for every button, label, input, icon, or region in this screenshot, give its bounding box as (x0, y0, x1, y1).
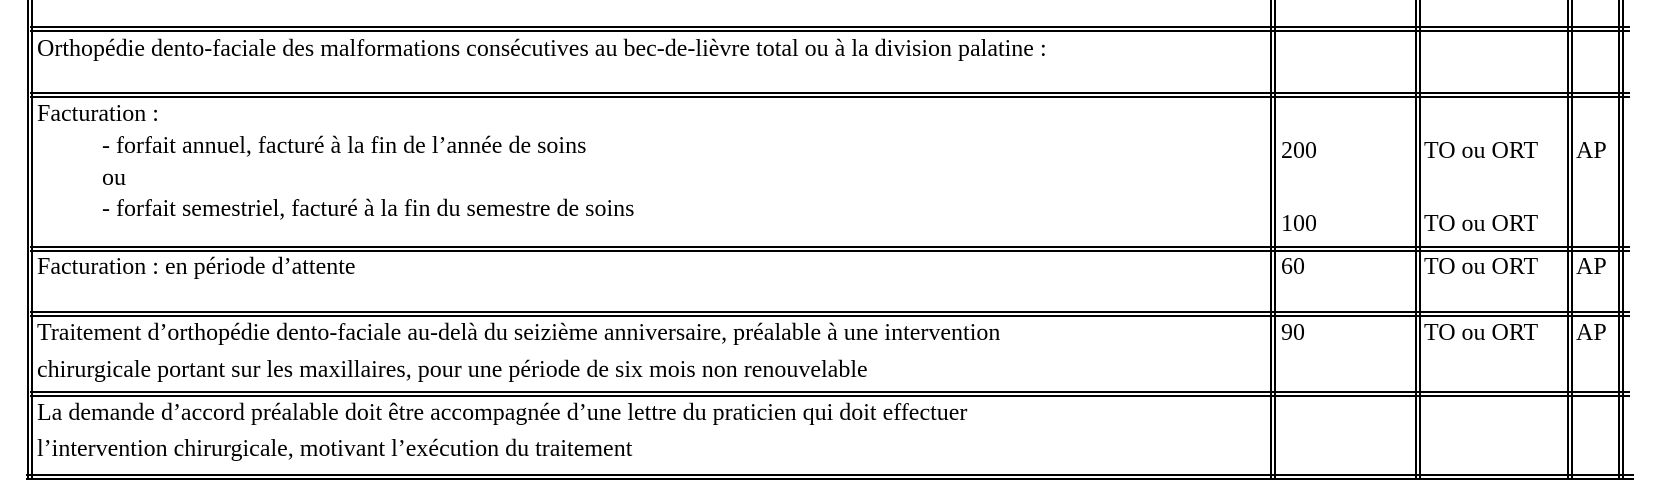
column-border (31, 0, 33, 480)
row-border (26, 478, 1634, 480)
row-border (30, 96, 1630, 98)
row-3-prior-approval: AP (1576, 254, 1607, 280)
column-border (1618, 0, 1620, 480)
column-border (1415, 0, 1417, 480)
row-border (30, 92, 1630, 94)
row-2-heading: Facturation : (37, 101, 159, 127)
column-border (1567, 0, 1569, 480)
column-border (1571, 0, 1573, 480)
row-border (30, 30, 1630, 32)
row-5-note-line-1: La demande d’accord préalable doit être accompagnée d’une lettre du praticien qui doit effectuer (37, 400, 968, 426)
row-2-letter-key-annual: TO ou ORT (1424, 138, 1539, 164)
row-4-description-line-1: Traitement d’orthopédie dento-faciale au-delà du seizième anniversaire, préalable à une intervention (37, 320, 1001, 346)
row-4-description-line-2: chirurgicale portant sur les maxillaires, pour une période de six mois non renouvelable (37, 357, 868, 383)
row-2-prior-approval: AP (1576, 138, 1607, 164)
row-border (30, 26, 1630, 28)
row-3-coefficient: 60 (1281, 254, 1305, 280)
column-border (1419, 0, 1421, 480)
row-2-option-semester: - forfait semestriel, facturé à la fin du semestre de soins (102, 196, 635, 222)
row-border (30, 246, 1630, 248)
row-2-coefficient-semester: 100 (1281, 211, 1317, 237)
row-border (30, 315, 1630, 317)
row-2-option-annual: - forfait annuel, facturé à la fin de l’année de soins (102, 133, 587, 159)
row-border (30, 311, 1630, 313)
column-border (1622, 0, 1624, 480)
row-4-prior-approval: AP (1576, 320, 1607, 346)
row-border (26, 474, 1634, 476)
column-border (1270, 0, 1272, 480)
row-1-description: Orthopédie dento-faciale des malformations consécutives au bec-de-lièvre total ou à la division palatine : (37, 36, 1047, 62)
row-4-letter-key: TO ou ORT (1424, 320, 1539, 346)
row-2-letter-key-semester: TO ou ORT (1424, 211, 1539, 237)
row-2-or: ou (102, 165, 126, 191)
column-border (27, 0, 29, 480)
row-5-note-line-2: l’intervention chirurgicale, motivant l’exécution du traitement (37, 436, 633, 462)
column-border (1274, 0, 1276, 480)
row-3-letter-key: TO ou ORT (1424, 254, 1539, 280)
row-3-description: Facturation : en période d’attente (37, 254, 356, 280)
row-border (30, 391, 1630, 393)
row-4-coefficient: 90 (1281, 320, 1305, 346)
row-border (30, 395, 1630, 397)
row-2-coefficient-annual: 200 (1281, 138, 1317, 164)
